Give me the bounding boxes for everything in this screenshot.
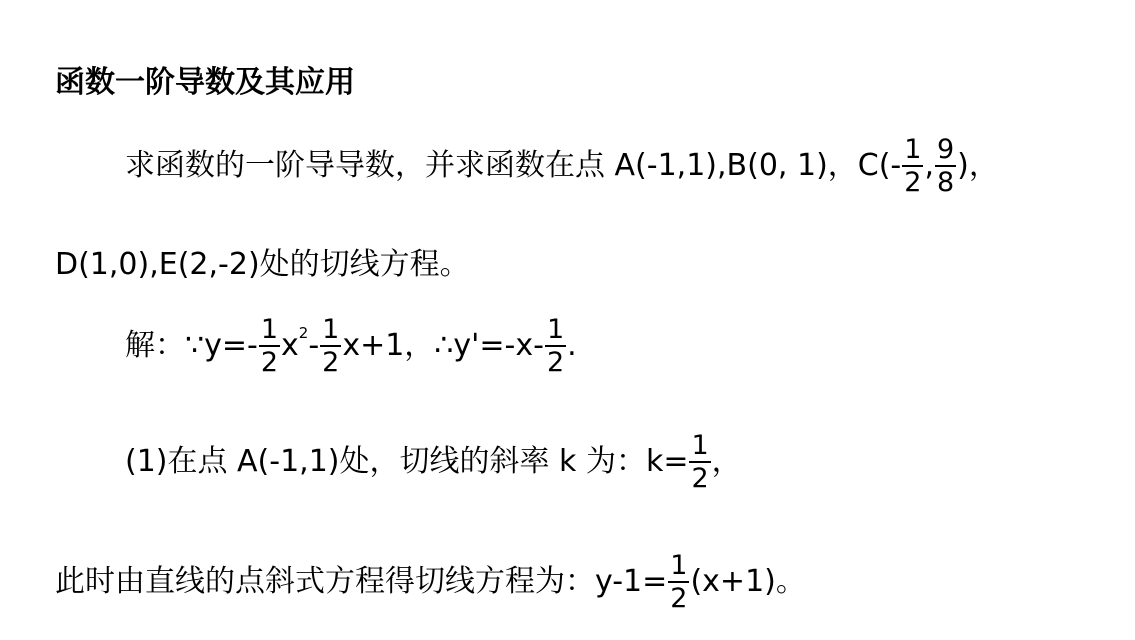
solution-line-2 <box>125 432 742 492</box>
fraction-denominator: 2 <box>670 583 688 614</box>
fraction-c-x <box>902 136 923 196</box>
solution-text: x+1，∴y'=-x- <box>342 328 544 363</box>
solution-line-3 <box>55 552 806 612</box>
solution-text: 解：∵y=- <box>125 328 258 363</box>
fraction-c-y <box>935 136 956 196</box>
coordinate-separator: , <box>924 148 934 183</box>
fraction-half <box>545 316 566 376</box>
fraction-denominator: 2 <box>260 347 278 378</box>
exponent: 2 <box>298 323 309 342</box>
solution-text-end: ， <box>711 444 742 479</box>
variable-x: x <box>281 328 299 363</box>
period: . <box>567 328 577 363</box>
problem-text-end: )， <box>957 148 999 183</box>
solution-text: 此时由直线的点斜式方程得切线方程为：y-1= <box>55 564 668 599</box>
fraction-numerator: 1 <box>546 314 565 345</box>
minus-sign: - <box>308 328 320 363</box>
fraction-denominator: 2 <box>322 347 340 378</box>
problem-line-2: D(1,0),E(2,-2)处的切线方程。 <box>55 247 470 282</box>
solution-text-end: (x+1)。 <box>690 564 806 599</box>
fraction-half <box>320 316 341 376</box>
fraction-denominator: 2 <box>546 347 565 378</box>
fraction-numerator: 1 <box>260 314 278 345</box>
section-heading: 函数一阶导数及其应用 <box>55 65 355 100</box>
problem-line-1 <box>125 136 999 196</box>
solution-line-1 <box>125 316 577 376</box>
solution-text: (1)在点 A(-1,1)处，切线的斜率 k 为：k= <box>125 444 689 479</box>
fraction-numerator: 1 <box>691 430 709 461</box>
fraction-denominator: 2 <box>691 463 709 494</box>
fraction-numerator: 9 <box>936 134 955 165</box>
fraction-half <box>689 432 710 492</box>
fraction-denominator: 8 <box>936 167 955 198</box>
fraction-numerator: 1 <box>322 314 340 345</box>
problem-text: 求函数的一阶导导数，并求函数在点 A(-1,1),B(0, 1)，C(- <box>125 148 902 183</box>
fraction-half <box>259 316 280 376</box>
fraction-numerator: 1 <box>904 134 922 165</box>
fraction-denominator: 2 <box>904 167 922 198</box>
fraction-half <box>668 552 689 612</box>
fraction-numerator: 1 <box>670 550 688 581</box>
